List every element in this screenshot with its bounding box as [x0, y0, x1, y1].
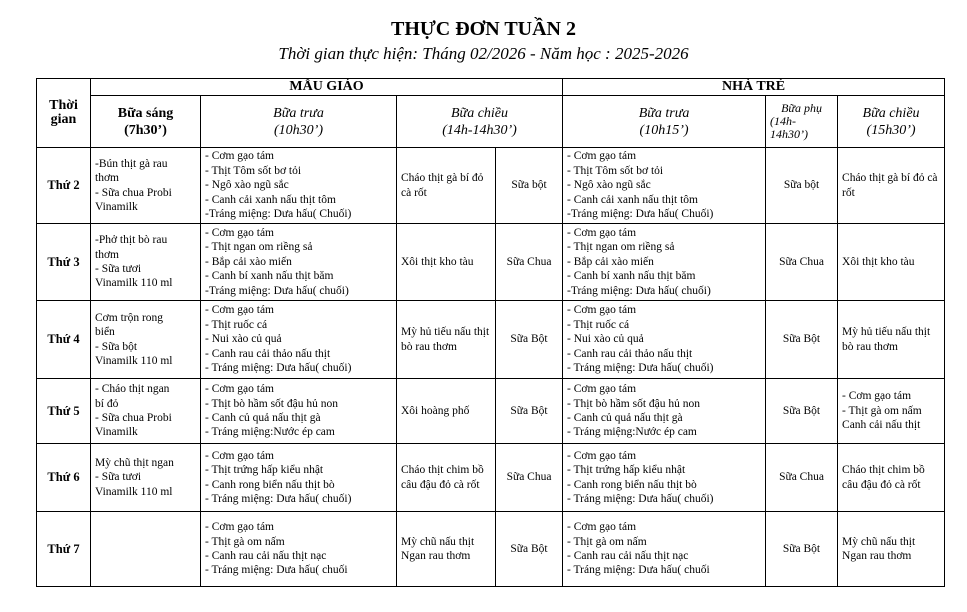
menu-item: - Canh rong biển nấu thịt bò [205, 478, 335, 491]
menu-item: Cháo thịt gà bí đỏ cà rốt [842, 172, 938, 199]
table-row [37, 224, 945, 301]
menu-item: Vinamilk [95, 200, 138, 213]
menu-item: Sữa Bột [510, 542, 548, 555]
menu-item: - Tráng miệng:Nước ép cam [567, 426, 697, 439]
menu-item: - Cơm gạo tám [205, 226, 274, 239]
nt-bua-trua-cell [563, 301, 766, 379]
menu-item: - Thịt ngan om riềng sả [567, 241, 675, 254]
mg-bua-trua-cell [201, 444, 397, 512]
menu-item: - Nui xào củ quả [567, 333, 644, 346]
mg-bua-trua-cell [201, 512, 397, 587]
menu-item: Vinamilk 110 ml [95, 277, 173, 290]
menu-item: - Thịt trứng hấp kiểu nhật [205, 464, 324, 477]
menu-item: - Tráng miệng: Dưa hấu( chuối) [567, 492, 714, 505]
nt-bua-phu-cell [766, 148, 838, 224]
menu-item: biển [95, 326, 115, 339]
menu-item: - Canh rau cải nấu thịt nạc [205, 550, 327, 562]
menu-item: - Thịt gà om nấm [205, 535, 285, 548]
bua-sang-cell [91, 379, 201, 444]
menu-item: - Cơm gạo tám [567, 521, 637, 534]
menu-item: - Sữa tươi [95, 263, 142, 275]
nha-tre-header: NHÀ TRẺ [563, 79, 945, 96]
menu-item: Sữa Chua [779, 255, 824, 268]
table-row [37, 512, 945, 587]
mg-bua-chieu-main-cell [397, 148, 496, 224]
nt-bua-chieu-header: Bữa chiều (15h30’) [838, 96, 945, 148]
mg-bua-chieu-milk-cell [496, 379, 563, 444]
menu-item: - Sữa chua Probi [95, 186, 172, 199]
menu-item: - Thịt bò hầm sốt đậu hủ non [205, 397, 338, 410]
menu-item: - Cơm gạo tám [567, 304, 637, 317]
menu-item: - Canh bí xanh nấu thịt băm [205, 270, 334, 283]
menu-item: -Phở thịt bò rau [95, 234, 168, 247]
nt-bua-phu-cell [766, 301, 838, 379]
menu-item: Sữa Bột [510, 333, 548, 346]
day-label: Thứ 6 [37, 444, 91, 512]
menu-item: Mỳ chũ nấu thịt Ngan rau thơm [842, 535, 916, 562]
menu-item: Xôi hoàng phố [401, 404, 470, 417]
time-column-header: Thời gian [37, 79, 91, 148]
menu-item: - Nui xào củ quả [205, 333, 282, 346]
menu-item: -Tráng miệng: Dưa hấu( chuối) [567, 284, 711, 297]
menu-item: - Canh cải xanh nấu thịt tôm [205, 193, 336, 206]
menu-item: Sữa Bột [510, 404, 548, 417]
mg-bua-chieu-milk-cell [496, 148, 563, 224]
nt-bua-chieu-cell [838, 148, 945, 224]
menu-item: - Cơm gạo tám [567, 226, 637, 239]
menu-item: Cháo thịt gà bí đỏ cà rốt [401, 172, 484, 199]
mg-bua-trua-cell [201, 224, 397, 301]
mg-bua-chieu-main-cell [397, 512, 496, 587]
nt-bua-chieu-cell [838, 444, 945, 512]
mg-bua-chieu-main-cell [397, 224, 496, 301]
menu-item: -Tráng miệng: Dưa hấu( Chuối) [567, 208, 714, 221]
menu-item: - Ngô xào ngũ sắc [205, 179, 289, 192]
table-row [37, 301, 945, 379]
mg-bua-chieu-main-cell [397, 444, 496, 512]
menu-item: -Bún thịt gà rau [95, 157, 168, 170]
nt-bua-chieu-cell [838, 512, 945, 587]
menu-item: Sữa Chua [506, 471, 552, 484]
menu-item: - Bắp cải xào miến [205, 255, 292, 268]
menu-item: - Thịt gà om nấm [567, 535, 647, 548]
menu-item: - Tráng miệng: Dưa hấu( chuối) [205, 362, 352, 375]
menu-item: - Thịt bò hầm sốt đậu hủ non [567, 397, 701, 410]
menu-item: Cháo thịt chim bồ câu đậu đỏ cà rốt [401, 464, 484, 491]
menu-item: -Tráng miệng: Dưa hấu( chuối) [205, 284, 349, 297]
nt-bua-trua-header: Bữa trưa (10h15’) [563, 96, 766, 148]
menu-item: Sữa Chua [506, 255, 552, 268]
menu-item: Vinamilk [95, 426, 138, 439]
mg-bua-trua-cell [201, 301, 397, 379]
menu-item: - Cơm gạo tám [205, 449, 274, 462]
menu-item: Canh cải nấu thịt [842, 419, 921, 432]
menu-item: thơm [95, 248, 119, 261]
menu-item: - Ngô xào ngũ sắc [567, 179, 651, 192]
mau-giao-header: MẪU GIÁO [91, 79, 563, 96]
menu-item: thơm [95, 172, 119, 185]
menu-item: - Thịt ruốc cá [567, 318, 630, 331]
menu-item: Cháo thịt chim bồ câu đậu đỏ cà rốt [842, 464, 925, 491]
menu-item: - Canh rau cải thảo nấu thịt [567, 347, 693, 360]
mg-bua-trua-cell [201, 379, 397, 444]
mg-bua-chieu-main-cell [397, 301, 496, 379]
nt-bua-chieu-cell [838, 224, 945, 301]
nt-bua-phu-cell [766, 512, 838, 587]
menu-item: - Canh củ quả nấu thịt gà [205, 412, 321, 424]
menu-item: - Canh rau cải nấu thịt nạc [567, 550, 689, 562]
menu-item: Xôi thịt kho tàu [401, 255, 474, 268]
menu-item: - Cơm gạo tám [567, 449, 637, 462]
mg-bua-chieu-main-cell [397, 379, 496, 444]
mg-bua-trua-cell [201, 148, 397, 224]
menu-item: - Tráng miệng: Dưa hấu( chuối) [567, 362, 714, 375]
menu-item: - Thịt trứng hấp kiểu nhật [567, 464, 686, 477]
menu-item: - Cơm gạo tám [205, 304, 274, 317]
menu-item: Vinamilk 110 ml [95, 354, 173, 367]
bua-sang-cell [91, 148, 201, 224]
menu-item: - Cơm gạo tám [567, 150, 637, 163]
menu-item: - Cơm gạo tám [205, 383, 274, 396]
menu-item: - Canh rau cải thảo nấu thịt [205, 347, 331, 360]
mg-bua-chieu-header: Bữa chiều (14h-14h30’) [397, 96, 563, 148]
nt-bua-phu-header: Bữa phụ (14h- 14h30’) [766, 96, 838, 148]
menu-item: Cơm trộn rong [95, 311, 164, 324]
mg-bua-chieu-milk-cell [496, 224, 563, 301]
menu-item: - Thịt ruốc cá [205, 318, 268, 331]
menu-item: - Tráng miệng: Dưa hấu( chuối [567, 564, 710, 577]
bua-sang-cell [91, 224, 201, 301]
page-title: THỰC ĐƠN TUẦN 2 [390, 18, 576, 40]
bua-sang-header: Bữa sáng (7h30’) [91, 96, 201, 148]
table-row [37, 444, 945, 512]
mg-bua-chieu-milk-cell [496, 444, 563, 512]
menu-item: - Cơm gạo tám [205, 150, 274, 163]
menu-item: - Bắp cải xào miến [567, 255, 654, 268]
menu-item: - Thịt Tôm sốt bơ tỏi [567, 164, 664, 177]
nt-bua-chieu-cell [838, 379, 945, 444]
menu-item: - Thịt ngan om riềng sả [205, 241, 313, 254]
day-label: Thứ 3 [37, 224, 91, 301]
menu-item: - Cơm gạo tám [567, 383, 637, 396]
menu-item: - Tráng miệng:Nước ép cam [205, 426, 335, 439]
menu-item: - Canh rong biển nấu thịt bò [567, 478, 697, 491]
menu-item: - Cháo thịt ngan [95, 383, 170, 396]
nt-bua-trua-cell [563, 444, 766, 512]
table-row [37, 148, 945, 224]
menu-item: bí đỏ [95, 397, 119, 410]
nt-bua-phu-cell [766, 224, 838, 301]
bua-sang-cell [91, 512, 201, 587]
page-subtitle: Thời gian thực hiện: Tháng 02/2026 - Năm học : 2025-2026 [278, 44, 689, 63]
bua-sang-cell [91, 301, 201, 379]
menu-item: - Cơm gạo tám [842, 390, 912, 403]
menu-item: Mỳ chũ nấu thịt Ngan rau thơm [401, 535, 475, 562]
nt-bua-phu-cell [766, 379, 838, 444]
day-label: Thứ 4 [37, 301, 91, 379]
menu-item: - Tráng miệng: Dưa hấu( chuối [205, 564, 348, 577]
nt-bua-trua-cell [563, 512, 766, 587]
menu-item: - Cơm gạo tám [205, 521, 274, 534]
menu-item: Mỳ hủ tiếu nấu thịt bò rau thơm [401, 326, 490, 353]
menu-item: Sữa bột [511, 179, 547, 192]
mg-bua-chieu-milk-cell [496, 301, 563, 379]
menu-item: Vinamilk 110 ml [95, 485, 173, 498]
menu-item: Sữa Bột [782, 542, 821, 555]
day-label: Thứ 2 [37, 148, 91, 224]
menu-item: - Thịt gà om nấm [842, 404, 922, 417]
menu-item: Sữa Chua [779, 471, 824, 484]
menu-table [36, 78, 945, 587]
menu-item: Mỳ chũ thịt ngan [95, 456, 174, 469]
menu-item: Sữa bột [783, 179, 820, 192]
bua-sang-cell [91, 444, 201, 512]
menu-item: - Canh củ quả nấu thịt gà [567, 412, 683, 424]
table-row [37, 379, 945, 444]
menu-item: - Canh cải xanh nấu thịt tôm [567, 193, 698, 206]
nt-bua-chieu-cell [838, 301, 945, 379]
menu-item: Sữa Bột [782, 404, 821, 417]
menu-item: - Thịt Tôm sốt bơ tỏi [205, 164, 302, 177]
day-label: Thứ 7 [37, 512, 91, 587]
menu-item: - Canh bí xanh nấu thịt băm [567, 270, 696, 283]
menu-item: - Sữa bột [95, 340, 138, 353]
nt-bua-trua-cell [563, 224, 766, 301]
menu-item: Mỳ hủ tiếu nấu thịt bò rau thơm [842, 326, 931, 353]
mg-bua-trua-header: Bữa trưa (10h30’) [201, 96, 397, 148]
day-label: Thứ 5 [37, 379, 91, 444]
nt-bua-trua-cell [563, 148, 766, 224]
menu-item: Sữa Bột [782, 333, 821, 346]
menu-item: - Sữa chua Probi [95, 412, 172, 424]
menu-body [37, 148, 945, 587]
nt-bua-trua-cell [563, 379, 766, 444]
menu-item: -Tráng miệng: Dưa hấu( Chuối) [205, 208, 352, 221]
menu-item: Xôi thịt kho tàu [842, 255, 915, 268]
nt-bua-phu-cell [766, 444, 838, 512]
menu-item: - Tráng miệng: Dưa hấu( chuối) [205, 492, 352, 505]
menu-item: - Sữa tươi [95, 471, 142, 484]
mg-bua-chieu-milk-cell [496, 512, 563, 587]
